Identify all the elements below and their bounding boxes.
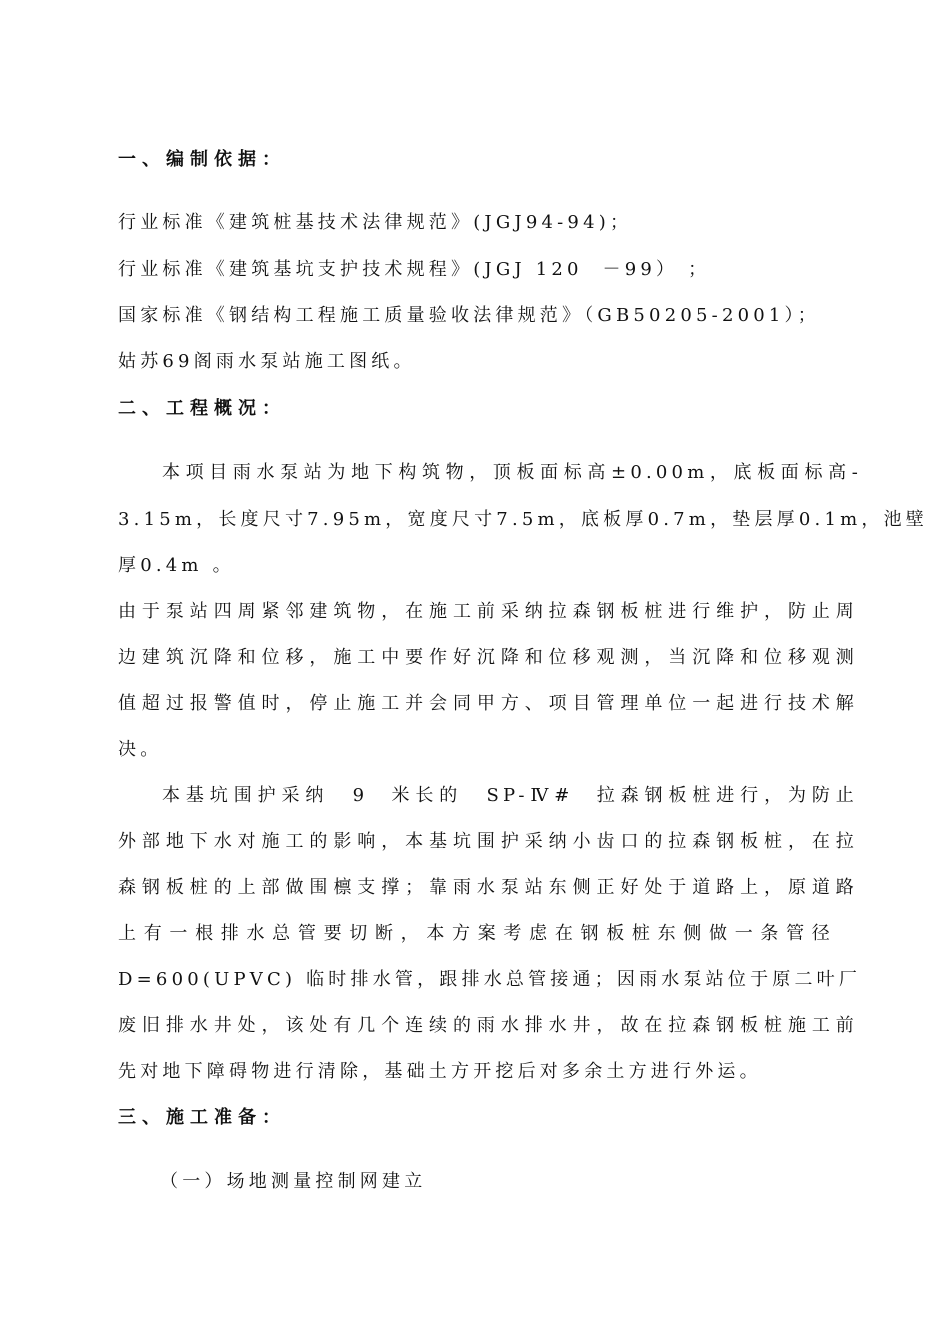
overview-para3-line7: 先对地下障碍物进行清除，基础土方开挖后对多余土方进行外运。: [118, 1061, 762, 1082]
basis-item-1: 行业标准《建筑桩基技术法律规范》(JGJ94-94)；: [118, 212, 633, 233]
basis-item-4: 姑苏69阁雨水泵站施工图纸。: [118, 351, 416, 372]
preparation-item-1: （一）场地测量控制网建立: [160, 1171, 427, 1192]
overview-para3-line6: 废旧排水井处，该处有几个连续的雨水排水井，故在拉森钢板桩施工前: [118, 1015, 858, 1036]
overview-para2-line3: 值超过报警值时，停止施工并会同甲方、项目管理单位一起进行技术解: [118, 693, 858, 714]
basis-item-2: 行业标准《建筑基坑支护技术规程》(JGJ 120 －99） ；: [118, 259, 711, 280]
overview-para2-line4: 决。: [118, 739, 163, 760]
overview-para3-line2: 外部地下水对施工的影响，本基坑围护采纳小齿口的拉森钢板桩，在拉: [118, 831, 858, 852]
overview-para1-line1: 本项目雨水泵站为地下构筑物，顶板面标高±0.00m，底板面标高-: [162, 462, 862, 483]
overview-para1-line2: 3.15m，长度尺寸7.95m，宽度尺寸7.5m，底板厚0.7m，垫层厚0.1m，池壁: [118, 509, 928, 530]
basis-item-3: 国家标准《钢结构工程施工质量验收法律规范》（GB50205-2001）；: [118, 305, 820, 326]
overview-para3-line3: 森钢板桩的上部做围檩支撑；靠雨水泵站东侧正好处于道路上，原道路: [118, 877, 858, 898]
overview-para3-line5: D=600(UPVC) 临时排水管，跟排水总管接通；因雨水泵站位于原二叶厂: [118, 969, 862, 990]
overview-para2-line1: 由于泵站四周紧邻建筑物，在施工前采纳拉森钢板桩进行维护，防止周: [118, 601, 858, 622]
overview-para3-line1: 本基坑围护采纳 9 米长的 SP-Ⅳ# 拉森钢板桩进行，为防止: [162, 785, 858, 806]
overview-para1-line3: 厚0.4m 。: [118, 555, 235, 576]
overview-para2-line2: 边建筑沉降和位移，施工中要作好沉降和位移观测，当沉降和位移观测: [118, 647, 858, 668]
overview-para3-line4: 上有一根排水总管要切断，本方案考虑在钢板桩东侧做一条管径: [118, 923, 834, 944]
section-heading-preparation: 三、施工准备：: [118, 1107, 286, 1128]
section-heading-overview: 二、工程概况：: [118, 398, 286, 419]
section-heading-basis: 一、编制依据：: [118, 149, 286, 170]
